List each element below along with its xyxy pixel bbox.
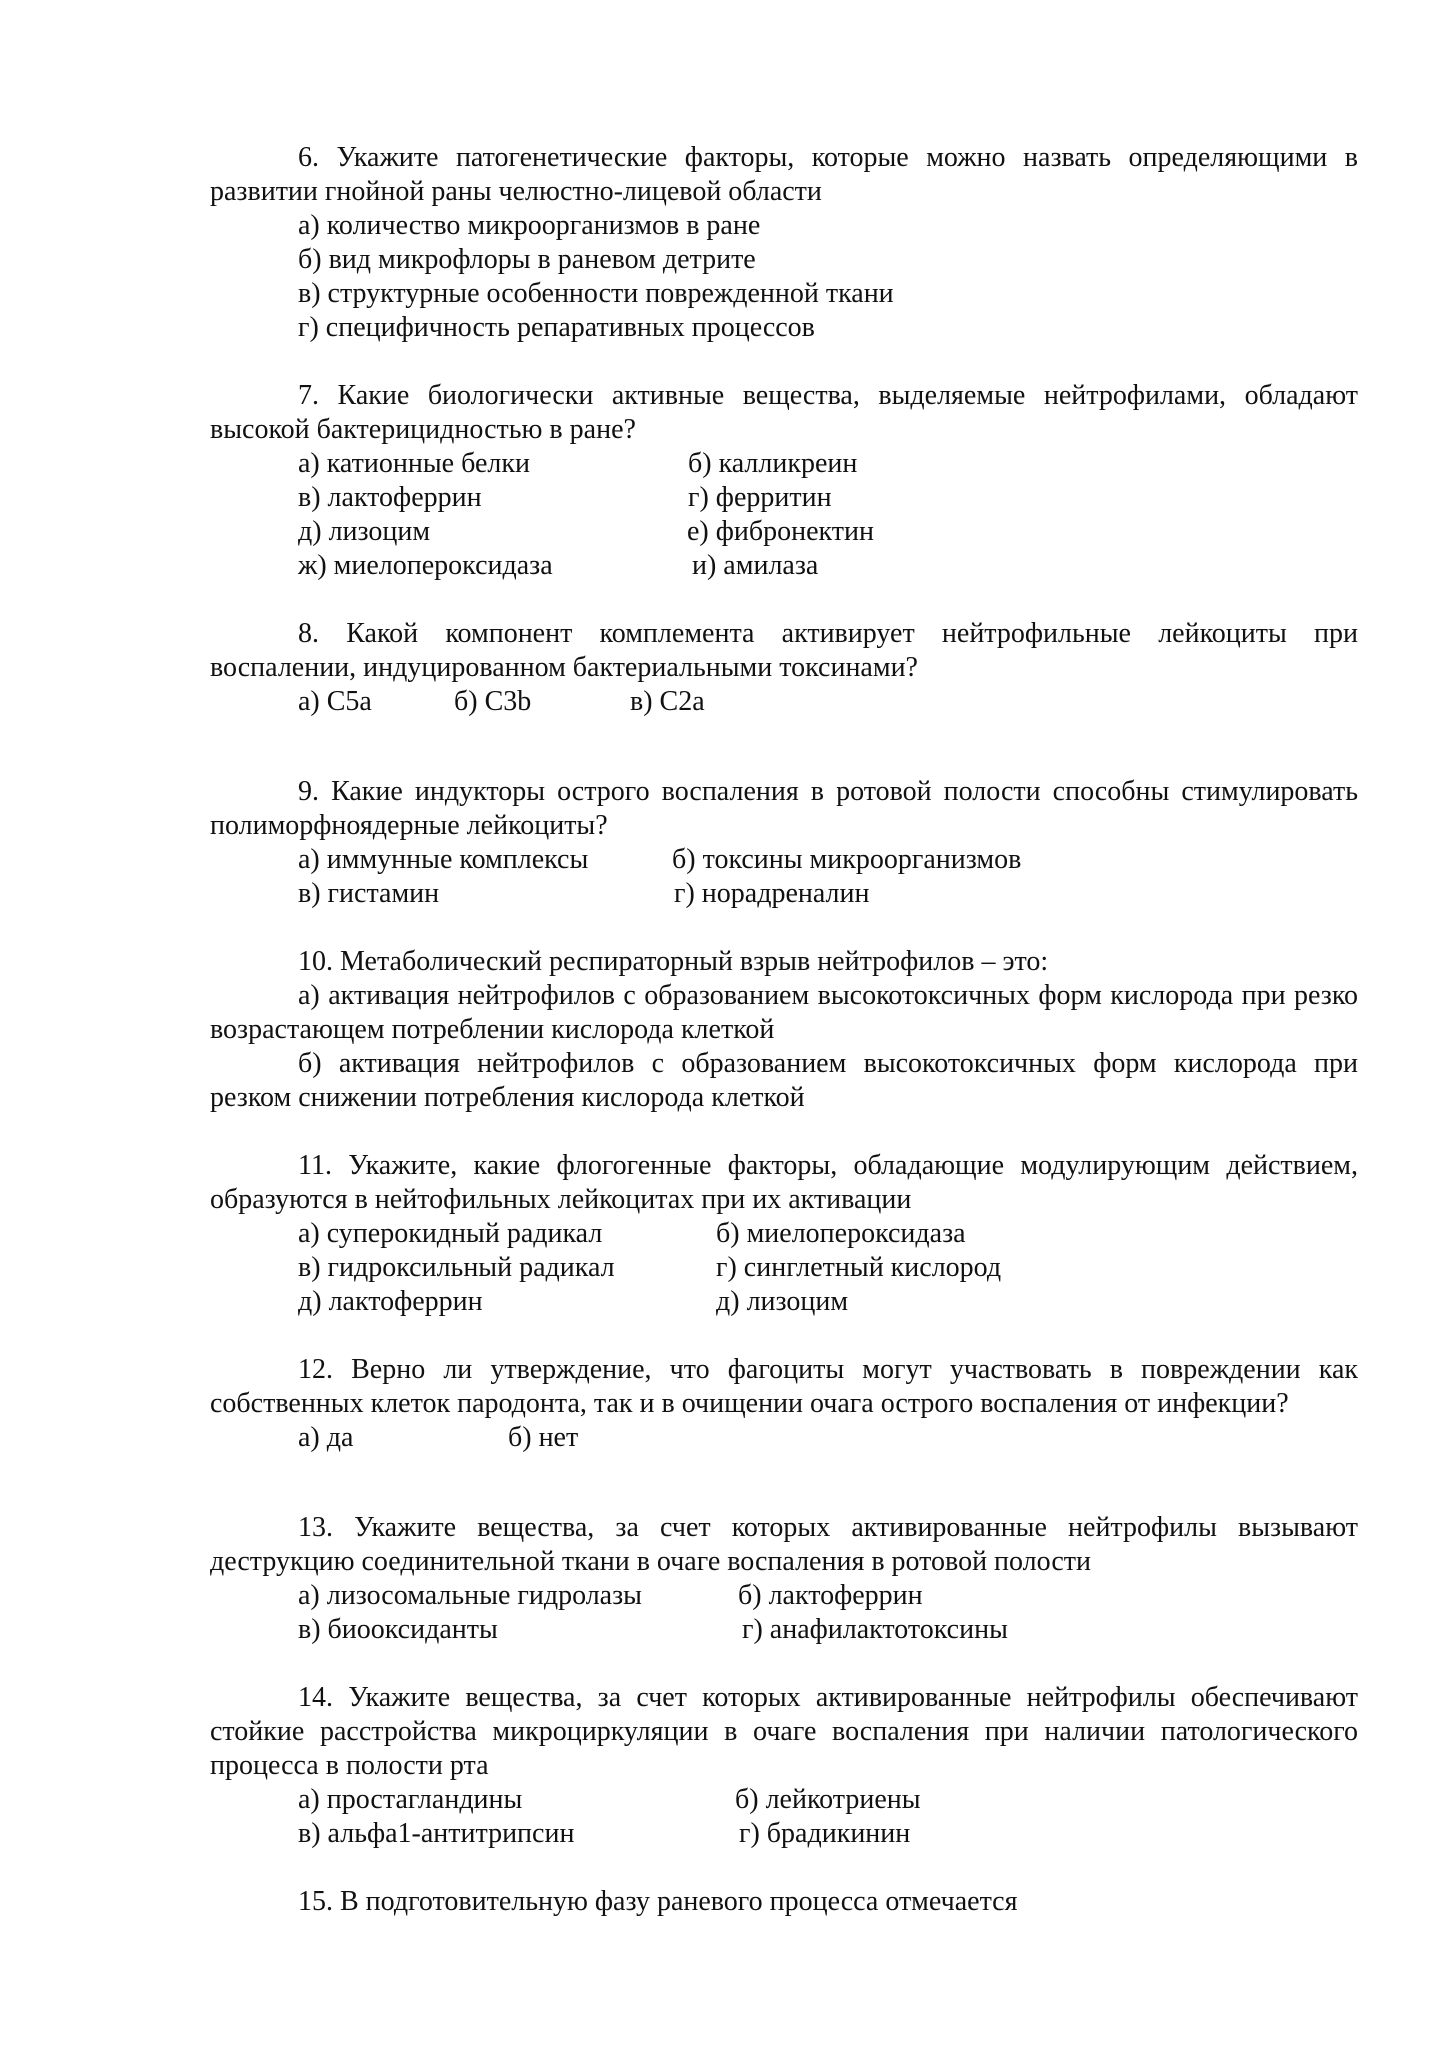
option-row bbox=[298, 1421, 1358, 1455]
option: в) гидроксильный радикал bbox=[298, 1252, 615, 1283]
question-stem: 9. Какие индукторы острого воспаления в ротовой полости способны стимулировать полиморфноядерные лейкоциты? bbox=[210, 776, 1358, 841]
option: ж) миелопероксидаза bbox=[298, 550, 553, 581]
option: б) калликреин bbox=[688, 448, 858, 479]
option-row bbox=[298, 1817, 1358, 1851]
option: в) гистамин bbox=[298, 878, 440, 909]
question-stem: 13. Укажите вещества, за счет которых активированные нейтрофилы вызывают деструкцию соединительной ткани в очаге воспаления в ротовой полости bbox=[210, 1512, 1358, 1577]
question-11 bbox=[210, 1149, 1358, 1319]
option: а) катионные белки bbox=[298, 448, 530, 479]
option: в) альфа1-антитрипсин bbox=[298, 1818, 575, 1849]
option: а) простагландины bbox=[298, 1784, 523, 1815]
question-stem: 14. Укажите вещества, за счет которых активированные нейтрофилы обеспечивают стойкие расстройства микроциркуляции в очаге воспаления при наличии патологического процесса в полости рта bbox=[210, 1682, 1358, 1781]
option: б) нет bbox=[508, 1422, 579, 1453]
option-row bbox=[298, 685, 1358, 719]
option: а) лизосомальные гидролазы bbox=[298, 1580, 642, 1611]
question-8 bbox=[210, 617, 1358, 719]
question-12 bbox=[210, 1353, 1358, 1455]
question-7 bbox=[210, 379, 1358, 583]
option: г) ферритин bbox=[688, 482, 832, 513]
option: в) структурные особенности поврежденной ткани bbox=[298, 278, 894, 309]
question-stem: 8. Какой компонент комплемента активирует нейтрофильные лейкоциты при воспалении, индуцированном бактериальными токсинами? bbox=[210, 618, 1358, 683]
option: д) лизоцим bbox=[298, 516, 431, 547]
option-list bbox=[298, 685, 1358, 719]
option-row bbox=[298, 877, 1358, 911]
question-9 bbox=[210, 775, 1358, 911]
option: а) суперокидный радикал bbox=[298, 1218, 603, 1249]
question-stem: 6. Укажите патогенетические факторы, которые можно назвать определяющими в развитии гнойной раны челюстно-лицевой области bbox=[210, 142, 1358, 207]
option: г) брадикинин bbox=[739, 1818, 911, 1849]
option-list bbox=[298, 209, 1358, 345]
option-row bbox=[298, 1217, 1358, 1251]
option-list bbox=[298, 447, 1358, 583]
option-row bbox=[298, 481, 1358, 515]
option: б) лейкотриены bbox=[735, 1784, 921, 1815]
option-row bbox=[298, 1783, 1358, 1817]
option-row bbox=[298, 843, 1358, 877]
option: а) количество микроорганизмов в ране bbox=[298, 210, 761, 241]
question-6 bbox=[210, 141, 1358, 345]
option-row bbox=[298, 1613, 1358, 1647]
option: б) лактоферрин bbox=[738, 1580, 923, 1611]
option-row bbox=[298, 549, 1358, 583]
question-stem: 10. Метаболический респираторный взрыв нейтрофилов – это: bbox=[298, 946, 1049, 977]
option: б) вид микрофлоры в раневом детрите bbox=[298, 244, 756, 275]
option: г) синглетный кислород bbox=[716, 1252, 1002, 1283]
option-row bbox=[298, 515, 1358, 549]
option: а) С5а bbox=[298, 686, 372, 717]
option-list bbox=[298, 1783, 1358, 1851]
option-row bbox=[298, 447, 1358, 481]
option: а) иммунные комплексы bbox=[298, 844, 589, 875]
option-list bbox=[298, 1579, 1358, 1647]
option-row bbox=[298, 1251, 1358, 1285]
question-stem: 15. В подготовительную фазу раневого процесса отмечается bbox=[298, 1886, 1018, 1917]
question-14 bbox=[210, 1681, 1358, 1851]
option: и) амилаза bbox=[692, 550, 819, 581]
option-list bbox=[298, 1421, 1358, 1455]
option-paragraph: б) активация нейтрофилов с образованием высокотоксичных форм кислорода при резком снижении потребления кислорода клеткой bbox=[210, 1048, 1358, 1113]
option: д) лизоцим bbox=[716, 1286, 849, 1317]
option: г) анафилактотоксины bbox=[742, 1614, 1008, 1645]
option: б) миелопероксидаза bbox=[716, 1218, 966, 1249]
option: в) лактоферрин bbox=[298, 482, 482, 513]
question-stem: 7. Какие биологически активные вещества, выделяемые нейтрофилами, обладают высокой бактерицидностью в ране? bbox=[210, 380, 1358, 445]
option: г) специфичность репаративных процессов bbox=[298, 312, 815, 343]
question-13 bbox=[210, 1511, 1358, 1647]
option: е) фибронектин bbox=[687, 516, 874, 547]
option: б) токсины микроорганизмов bbox=[672, 844, 1022, 875]
option-row bbox=[298, 1579, 1358, 1613]
option-row bbox=[298, 1285, 1358, 1319]
option: в) С2а bbox=[630, 686, 705, 717]
question-10 bbox=[210, 945, 1358, 1115]
question-stem: 12. Верно ли утверждение, что фагоциты могут участвовать в повреждении как собственных клеток пародонта, так и в очищении очага острого воспаления от инфекции? bbox=[210, 1354, 1358, 1419]
option: а) да bbox=[298, 1422, 354, 1453]
option-list bbox=[298, 1217, 1358, 1319]
option-paragraph: а) активация нейтрофилов с образованием высокотоксичных форм кислорода при резко возрастающем потреблении кислорода клеткой bbox=[210, 980, 1358, 1045]
option: б) С3b bbox=[454, 686, 532, 717]
question-15 bbox=[210, 1885, 1358, 1919]
option: д) лактоферрин bbox=[298, 1286, 483, 1317]
question-list bbox=[210, 141, 1358, 1919]
question-stem: 11. Укажите, какие флогогенные факторы, обладающие модулирующим действием, образуются в нейтофильных лейкоцитах при их активации bbox=[210, 1150, 1358, 1215]
option-list bbox=[298, 843, 1358, 911]
option: г) норадреналин bbox=[674, 878, 870, 909]
option: в) биооксиданты bbox=[298, 1614, 498, 1645]
